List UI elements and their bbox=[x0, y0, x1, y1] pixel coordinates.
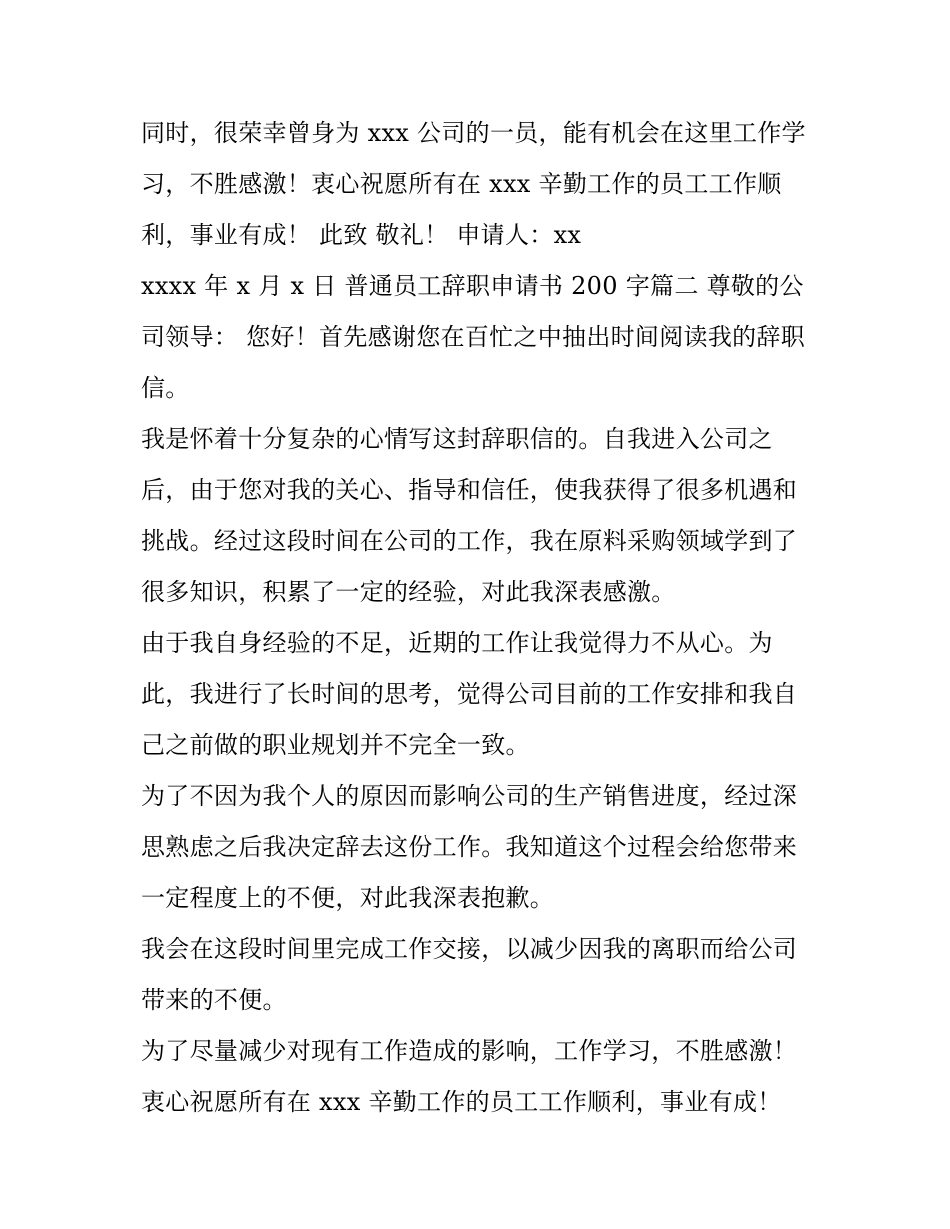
paragraph-gratitude: 我是怀着十分复杂的心情写这封辞职信的。自我进入公司之后，由于您对我的关心、指导和信任，使我获得了很多机遇和挑战。经过这段时间在公司的工作，我在原料采购领域学到了很多知识，积累了一定的经验，对此我深表感激。 bbox=[141, 425, 798, 606]
paragraph-closing-second: 为了尽量减少对现有工作造成的影响，工作学习，不胜感激！衷心祝愿所有在 xxx 辛勤工作的员工工作顺利，事业有成！ bbox=[141, 1037, 798, 1116]
paragraph-reason: 由于我自身经验的不足，近期的工作让我觉得力不从心。为此，我进行了长时间的思考，觉得公司目前的工作安排和我自己之前做的职业规划并不完全一致。 bbox=[141, 629, 798, 759]
paragraph-handover: 我会在这段时间里完成工作交接，以减少因我的离职而给公司带来的不便。 bbox=[141, 935, 798, 1014]
paragraph-date-and-greeting: xxxx 年 x 月 x 日 普通员工辞职申请书 200 字篇二 尊敬的公司领导： 您好！首先感谢您在百忙之中抽出时间阅读我的辞职信。 bbox=[141, 272, 806, 402]
document-body bbox=[141, 108, 811, 1128]
paragraph-decision: 为了不因为我个人的原因而影响公司的生产销售进度，经过深思熟虑之后我决定辞去这份工作。我知道这个过程会给您带来一定程度上的不便，对此我深表抱歉。 bbox=[141, 782, 798, 912]
paragraph-closing-first: 同时，很荣幸曾身为 xxx 公司的一员，能有机会在这里工作学习，不胜感激！衷心祝愿所有在 xxx 辛勤工作的员工工作顺利，事业有成！ 此致 敬礼！ 申请人：xx bbox=[141, 119, 806, 249]
